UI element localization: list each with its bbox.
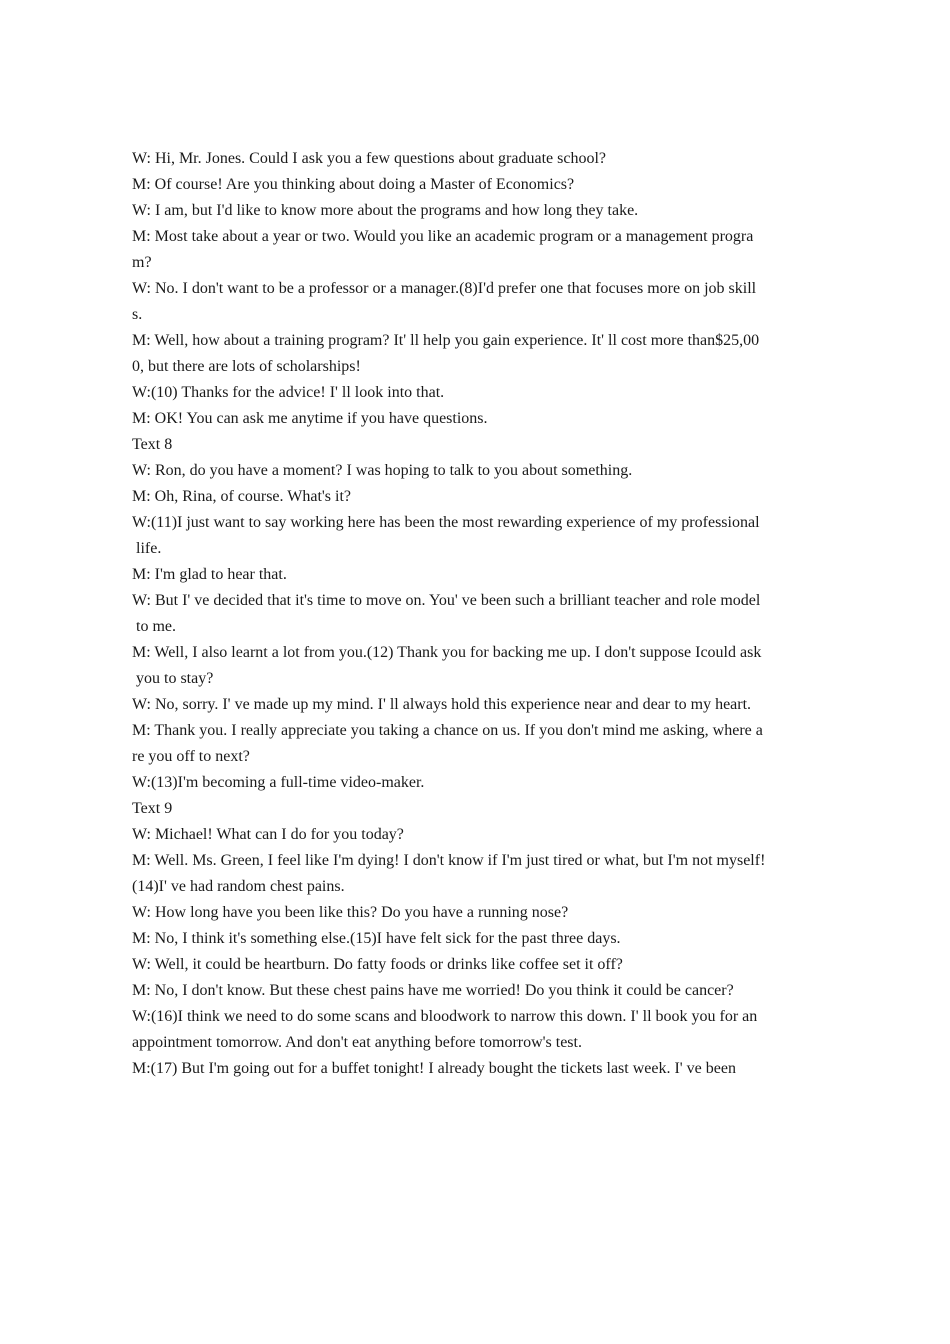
text-line: Text 9 [132,800,173,817]
text-line: Text 8 [132,436,173,453]
text-line: W:(10) Thanks for the advice! I' ll look into that. [132,384,445,401]
text-line: life. [132,540,162,557]
text-line: M: Thank you. I really appreciate you taking a chance on us. If you don't mind me asking, where a [132,722,763,739]
text-line: M: Of course! Are you thinking about doing a Master of Economics? [132,176,575,193]
text-line: appointment tomorrow. And don't eat anything before tomorrow's test. [132,1034,582,1051]
text-line: W: No. I don't want to be a professor or a manager.(8)I'd prefer one that focuses more on job skill [132,280,757,297]
text-line: W: Hi, Mr. Jones. Could I ask you a few questions about graduate school? [132,150,606,167]
text-line: W: No, sorry. I' ve made up my mind. I' ll always hold this experience near and dear to my heart. [132,696,752,713]
text-line: M: Most take about a year or two. Would you like an academic program or a management progra [132,228,754,245]
text-line: W: Michael! What can I do for you today? [132,826,404,843]
text-line: W: But I' ve decided that it's time to move on. You' ve been such a brilliant teacher and role model [132,592,761,609]
text-line: M:(17) But I'm going out for a buffet tonight! I already bought the tickets last week. I' ve been [132,1060,736,1077]
text-line: you to stay? [132,670,214,687]
text-line: W: Ron, do you have a moment? I was hoping to talk to you about something. [132,462,633,479]
text-line: re you off to next? [132,748,250,765]
text-line: to me. [132,618,176,635]
text-line: W:(16)I think we need to do some scans and bloodwork to narrow this down. I' ll book you for an [132,1008,758,1025]
text-line: W:(13)I'm becoming a full-time video-maker. [132,774,425,791]
text-line: M: Well. Ms. Green, I feel like I'm dying! I don't know if I'm just tired or what, but I'm not myself! [132,852,766,869]
text-line: M: Well, I also learnt a lot from you.(12) Thank you for backing me up. I don't suppose Icould ask [132,644,762,661]
text-line: M: Well, how about a training program? It' ll help you gain experience. It' ll cost more than$25,00 [132,332,760,349]
text-line: m? [132,254,152,271]
text-line: W: I am, but I'd like to know more about the programs and how long they take. [132,202,639,219]
text-line: M: No, I don't know. But these chest pains have me worried! Do you think it could be cancer? [132,982,734,999]
text-line: (14)I' ve had random chest pains. [132,878,345,895]
text-line: M: Oh, Rina, of course. What's it? [132,488,351,505]
text-line: M: OK! You can ask me anytime if you have questions. [132,410,488,427]
text-line: W: How long have you been like this? Do you have a running nose? [132,904,569,921]
text-line: W:(11)I just want to say working here has been the most rewarding experience of my professional [132,514,760,531]
transcript-text [132,146,832,1082]
text-line: M: I'm glad to hear that. [132,566,287,583]
text-line: W: Well, it could be heartburn. Do fatty foods or drinks like coffee set it off? [132,956,623,973]
text-line: 0, but there are lots of scholarships! [132,358,361,375]
text-line: s. [132,306,143,323]
text-line: M: No, I think it's something else.(15)I have felt sick for the past three days. [132,930,621,947]
